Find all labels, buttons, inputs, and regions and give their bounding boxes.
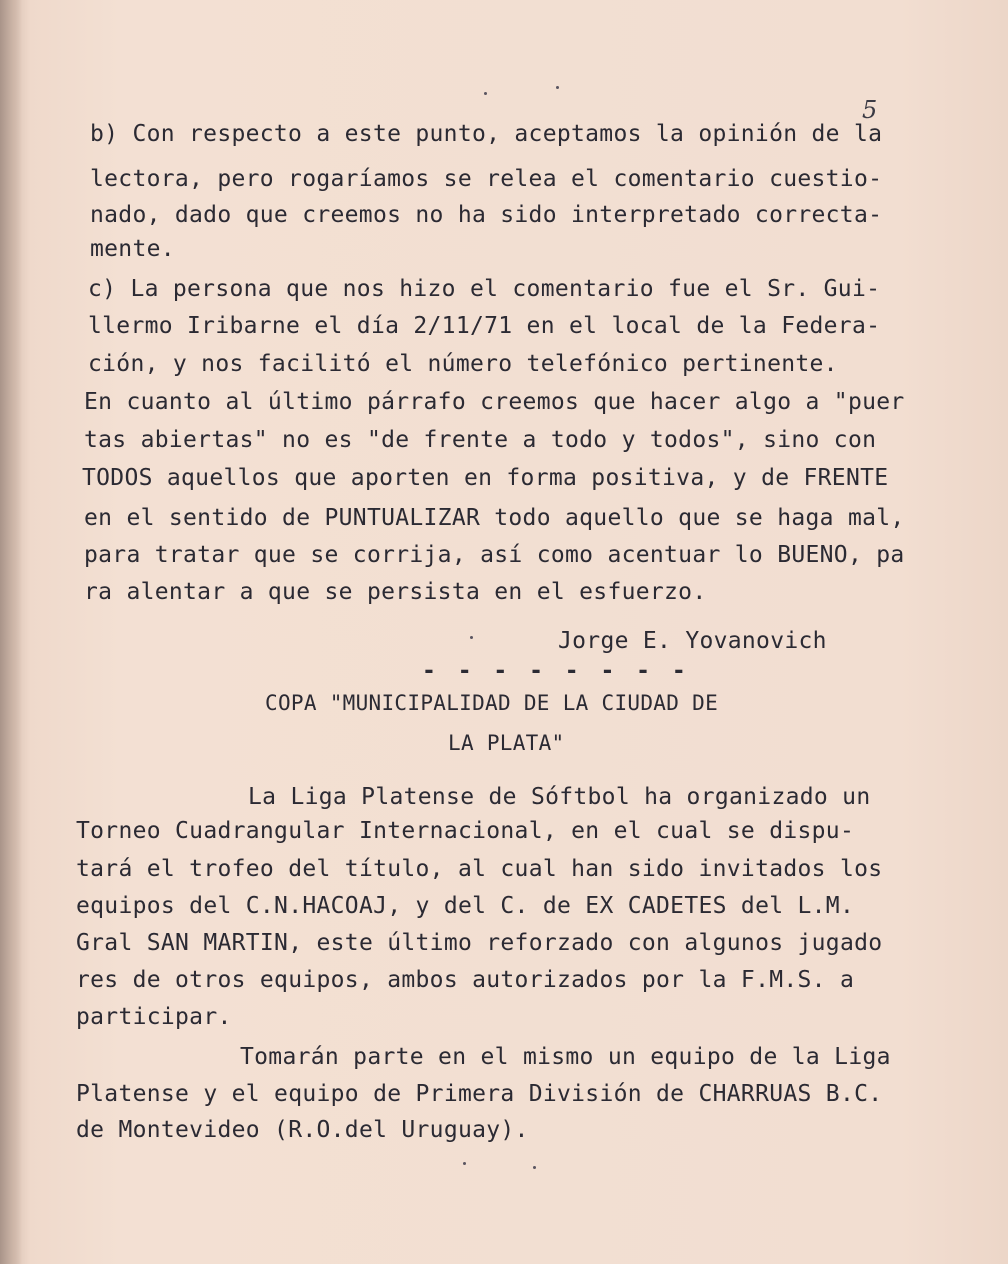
article-paragraph-line: La Liga Platense de Sóftbol ha organizado un bbox=[248, 784, 871, 810]
article-paragraph-line: res de otros equipos, ambos autorizados por la F.M.S. a bbox=[76, 967, 855, 993]
reply-line: TODOS aquellos que aporten en forma positiva, y de FRENTE bbox=[82, 465, 889, 491]
reply-line: ra alentar a que se persista en el esfuerzo. bbox=[84, 579, 707, 605]
page-binding-shadow bbox=[0, 0, 22, 1264]
paper-speck bbox=[470, 636, 473, 639]
article-paragraph-line: equipos del C.N.HACOAJ, y del C. de EX CADETES del L.M. bbox=[76, 893, 855, 919]
reply-line: tas abiertas" no es "de frente a todo y todos", sino con bbox=[84, 427, 877, 453]
article-paragraph-line: Gral SAN MARTIN, este último reforzado con algunos jugado bbox=[76, 930, 883, 956]
article-paragraph-line: Platense y el equipo de Primera División de CHARRUAS B.C. bbox=[76, 1081, 883, 1107]
reply-line: llermo Iribarne el día 2/11/71 en el local de la Federa- bbox=[88, 313, 881, 339]
article-paragraph-line: de Montevideo (R.O.del Uruguay). bbox=[76, 1117, 529, 1143]
reply-line: nado, dado que creemos no ha sido interpretado correcta- bbox=[90, 202, 883, 228]
paper-speck bbox=[533, 1166, 536, 1169]
signature: Jorge E. Yovanovich bbox=[558, 628, 827, 654]
reply-line: ción, y nos facilitó el número telefónico pertinente. bbox=[88, 351, 838, 377]
article-paragraph-line: Tomarán parte en el mismo un equipo de la Liga bbox=[240, 1044, 891, 1070]
paper-speck bbox=[463, 1162, 466, 1165]
paper-speck bbox=[484, 92, 487, 95]
article-paragraph-line: participar. bbox=[76, 1004, 232, 1030]
reply-line: en el sentido de PUNTUALIZAR todo aquello que se haga mal, bbox=[84, 505, 905, 531]
section-separator: - - - - - - - - bbox=[422, 658, 690, 684]
page-number: 5 bbox=[862, 96, 878, 124]
reply-line: b) Con respecto a este punto, aceptamos la opinión de la bbox=[90, 121, 883, 147]
reply-line: para tratar que se corrija, así como acentuar lo BUENO, pa bbox=[84, 542, 905, 568]
article-paragraph-line: tará el trofeo del título, al cual han sido invitados los bbox=[76, 856, 883, 882]
paper-speck bbox=[556, 86, 559, 89]
reply-line: mente. bbox=[90, 236, 175, 262]
article-paragraph-line: Torneo Cuadrangular Internacional, en el cual se dispu- bbox=[76, 818, 855, 844]
article-title-line-2: LA PLATA" bbox=[448, 731, 565, 755]
reply-line: lectora, pero rogaríamos se relea el comentario cuestio- bbox=[90, 166, 883, 192]
reply-line: En cuanto al último párrafo creemos que hacer algo a "puer bbox=[84, 389, 905, 415]
article-title-line-1: COPA "MUNICIPALIDAD DE LA CIUDAD DE bbox=[265, 691, 719, 715]
reply-line: c) La persona que nos hizo el comentario fue el Sr. Gui- bbox=[88, 276, 881, 302]
